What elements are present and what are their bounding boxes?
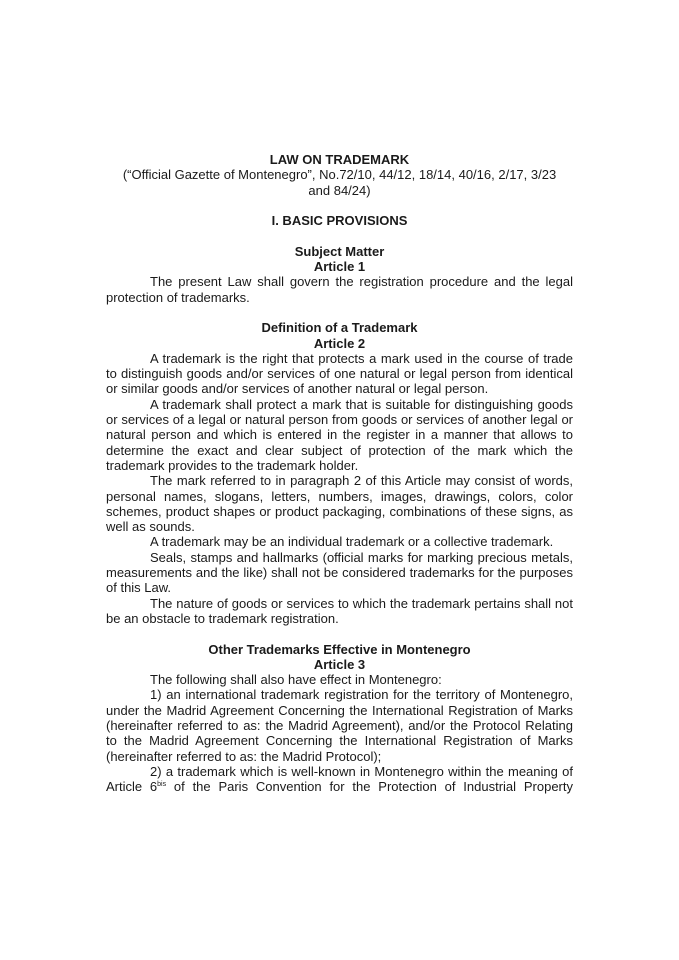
article-1 [106, 244, 573, 305]
article-paragraph: The nature of goods or services to which the trademark pertains shall not be an obstacle to trademark registration. [106, 595, 573, 626]
article-paragraph: The present Law shall govern the registration procedure and the legal protection of trademarks. [106, 274, 573, 305]
article-heading: Subject Matter [294, 243, 385, 259]
article-number: Article 1 [313, 259, 366, 275]
article-paragraph: 1) an international trademark registration for the territory of Montenegro, under the Madrid Agreement Concerning the International Registration of Marks (hereinafter referred to as: the Madrid Agreement), and/or the Protocol Relating to the Madrid Agreement Concerning the International Registration of Marks (hereinafter referred to as: the Madrid Protocol); [106, 687, 573, 764]
law-title: LAW ON TRADEMARK [269, 152, 410, 167]
gazette-reference-line-1: (“Official Gazette of Montenegro”, No.72/10, 44/12, 18/14, 40/16, 2/17, 3/23 [122, 167, 557, 183]
gazette-reference-line-2: and 84/24) [308, 182, 371, 198]
document-page [106, 152, 573, 794]
article-paragraph: A trademark is the right that protects a mark used in the course of trade to distinguish goods and/or services of one natural or legal person from identical or similar goods and/or services of another natural or legal person. [106, 350, 573, 397]
paragraph-text: 2) a trademark which is well-known in Montenegro within the meaning of Article 6 [106, 763, 573, 795]
spacer [106, 305, 573, 320]
article-heading: Definition of a Trademark [261, 320, 418, 336]
part-title: I. BASIC PROVISIONS [271, 213, 408, 229]
article-paragraph: A trademark shall protect a mark that is suitable for distinguishing goods or services of a legal or natural person from goods or services of another legal or natural person and which is entered in the register in a manner that allows to determine the exact and clear subject of protection of the mark which the trademark provides to the trademark holder. [106, 396, 573, 473]
article-heading: Other Trademarks Effective in Montenegro [208, 641, 471, 657]
article-paragraph: The following shall also have effect in Montenegro: [150, 672, 442, 688]
article-paragraph: Seals, stamps and hallmarks (official marks for marking precious metals, measurements and the like) shall not be considered trademarks for the purposes of this Law. [106, 549, 573, 596]
article-paragraph: A trademark may be an individual trademark or a collective trademark. [150, 534, 554, 550]
article-2 [106, 320, 573, 626]
article-3 [106, 642, 573, 795]
article-number: Article 3 [313, 656, 366, 672]
superscript-bis: bis [157, 781, 167, 789]
spacer [106, 626, 573, 641]
spacer [106, 198, 573, 213]
spacer [106, 228, 573, 243]
article-paragraph [106, 764, 573, 795]
paragraph-text: of the Paris Convention for the Protection of Industrial Property [166, 779, 573, 795]
article-number: Article 2 [313, 335, 366, 351]
article-paragraph: The mark referred to in paragraph 2 of this Article may consist of words, personal names, slogans, letters, numbers, images, drawings, colors, color schemes, product shapes or product packaging, combinations of these signs, as well as sounds. [106, 473, 573, 535]
